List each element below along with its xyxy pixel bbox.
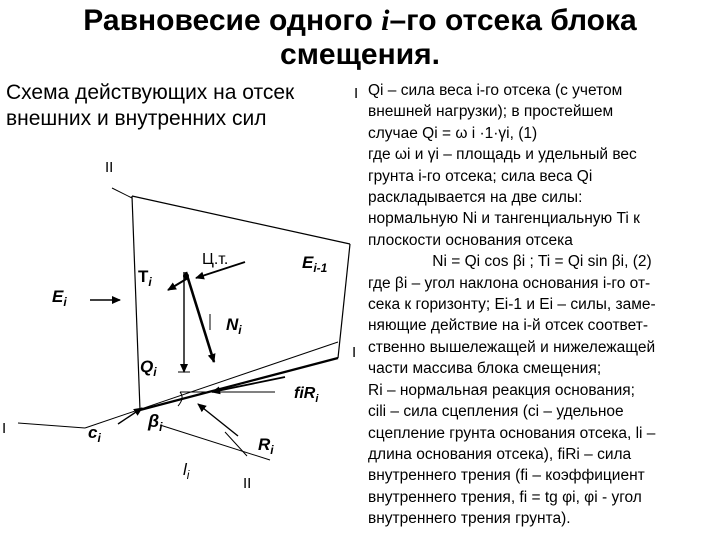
title-suffix: –го отсека блока xyxy=(389,4,637,37)
description-line: длина основания отсека), fiRi – сила xyxy=(368,445,632,463)
label-slip-I-top: I xyxy=(354,85,359,102)
label-R-i: $R_i$ xyxy=(258,435,274,457)
label-Q-i: $Q_i$ xyxy=(140,357,157,379)
description-line: где ωi и γi – площадь и удельный вес xyxy=(368,146,637,164)
label-slip-I-left: I xyxy=(2,420,7,437)
description-line: раскладывается на две силы: xyxy=(368,189,583,207)
description-line: случае Qi = ω i ·1·γi, (1) xyxy=(368,124,538,142)
slice-top-surface xyxy=(132,196,350,244)
slice-base xyxy=(140,358,338,410)
section-line-top xyxy=(112,188,132,198)
description-line: части массива блока смещения; xyxy=(368,360,602,378)
label-section-II-top: II xyxy=(105,159,114,176)
description-line: Qi – сила веса i-го отсека (с учетом xyxy=(368,82,623,99)
label-E-i: $E_i$ xyxy=(52,287,67,309)
description-line: сека к горизонту; Ei-1 и Ei – силы, заме- xyxy=(368,296,656,314)
caption-line-2: внешних и внутренних сил xyxy=(6,107,267,130)
description-text xyxy=(368,80,716,530)
label-T-i: $T_i$ xyxy=(138,267,152,289)
label-center-of-gravity: Ц.т. xyxy=(202,251,229,268)
label-E-i-1: $E_{i-1}$ xyxy=(302,253,328,275)
description-line: ственно вышележащей и нижележащей xyxy=(368,338,656,356)
description-line: нормальную Ni и тангенциальную Ti к xyxy=(368,210,640,228)
arrow-fR-i xyxy=(212,377,285,392)
slip-line-left xyxy=(18,423,85,428)
caption-line-1: Схема действующих на отсек xyxy=(6,81,295,104)
description-line: Ri – нормальная реакция основания; xyxy=(368,381,635,399)
label-section-II-bottom: II xyxy=(243,475,252,492)
description-line: где βi – угол наклона основания i-го от- xyxy=(368,274,651,292)
slice-left-wall xyxy=(132,196,140,410)
length-line xyxy=(160,425,270,460)
description-line: внутреннего трения (fi – коэффициент xyxy=(368,467,645,485)
description-line: Ni = Qi cos βi ; Ti = Qi sin βi, (2) xyxy=(432,253,652,271)
label-fR-i: fiR$_i$ xyxy=(294,385,319,405)
slice-right-wall xyxy=(338,244,350,358)
title-line-2: смещения. xyxy=(280,38,440,71)
label-N-i: $N_i$ xyxy=(226,315,242,337)
description-line: внешней нагрузки); в простейшем xyxy=(368,103,614,121)
label-l-i: $l_i$ xyxy=(183,460,190,482)
description-line: внутреннего трения грунта). xyxy=(368,510,571,528)
description-line: сцепление грунта основания отсека, li – xyxy=(368,424,656,442)
center-of-gravity-dot xyxy=(183,273,189,279)
title-italic-letter: i xyxy=(381,4,390,37)
title-prefix: Равновесие одного xyxy=(83,4,382,37)
description-line: внутреннего трения, fi = tg φi, φi - угол xyxy=(368,488,642,506)
arrow-T-i xyxy=(168,278,188,290)
description-line: грунта i-го отсека; сила веса Qi xyxy=(368,167,593,185)
description-line: cili – сила сцепления (ci – удельное xyxy=(368,403,624,421)
arrow-R-i xyxy=(198,404,238,436)
label-cl-i: $c_i$ xyxy=(88,423,101,445)
section-line-bottom xyxy=(225,432,247,456)
label-slip-I-right: I xyxy=(352,344,357,361)
description-line: плоскости основания отсека xyxy=(368,231,573,249)
description-line: няющие действие на i-й отсек соответ- xyxy=(368,317,648,335)
label-beta-i: $\beta_i$ xyxy=(148,411,163,434)
